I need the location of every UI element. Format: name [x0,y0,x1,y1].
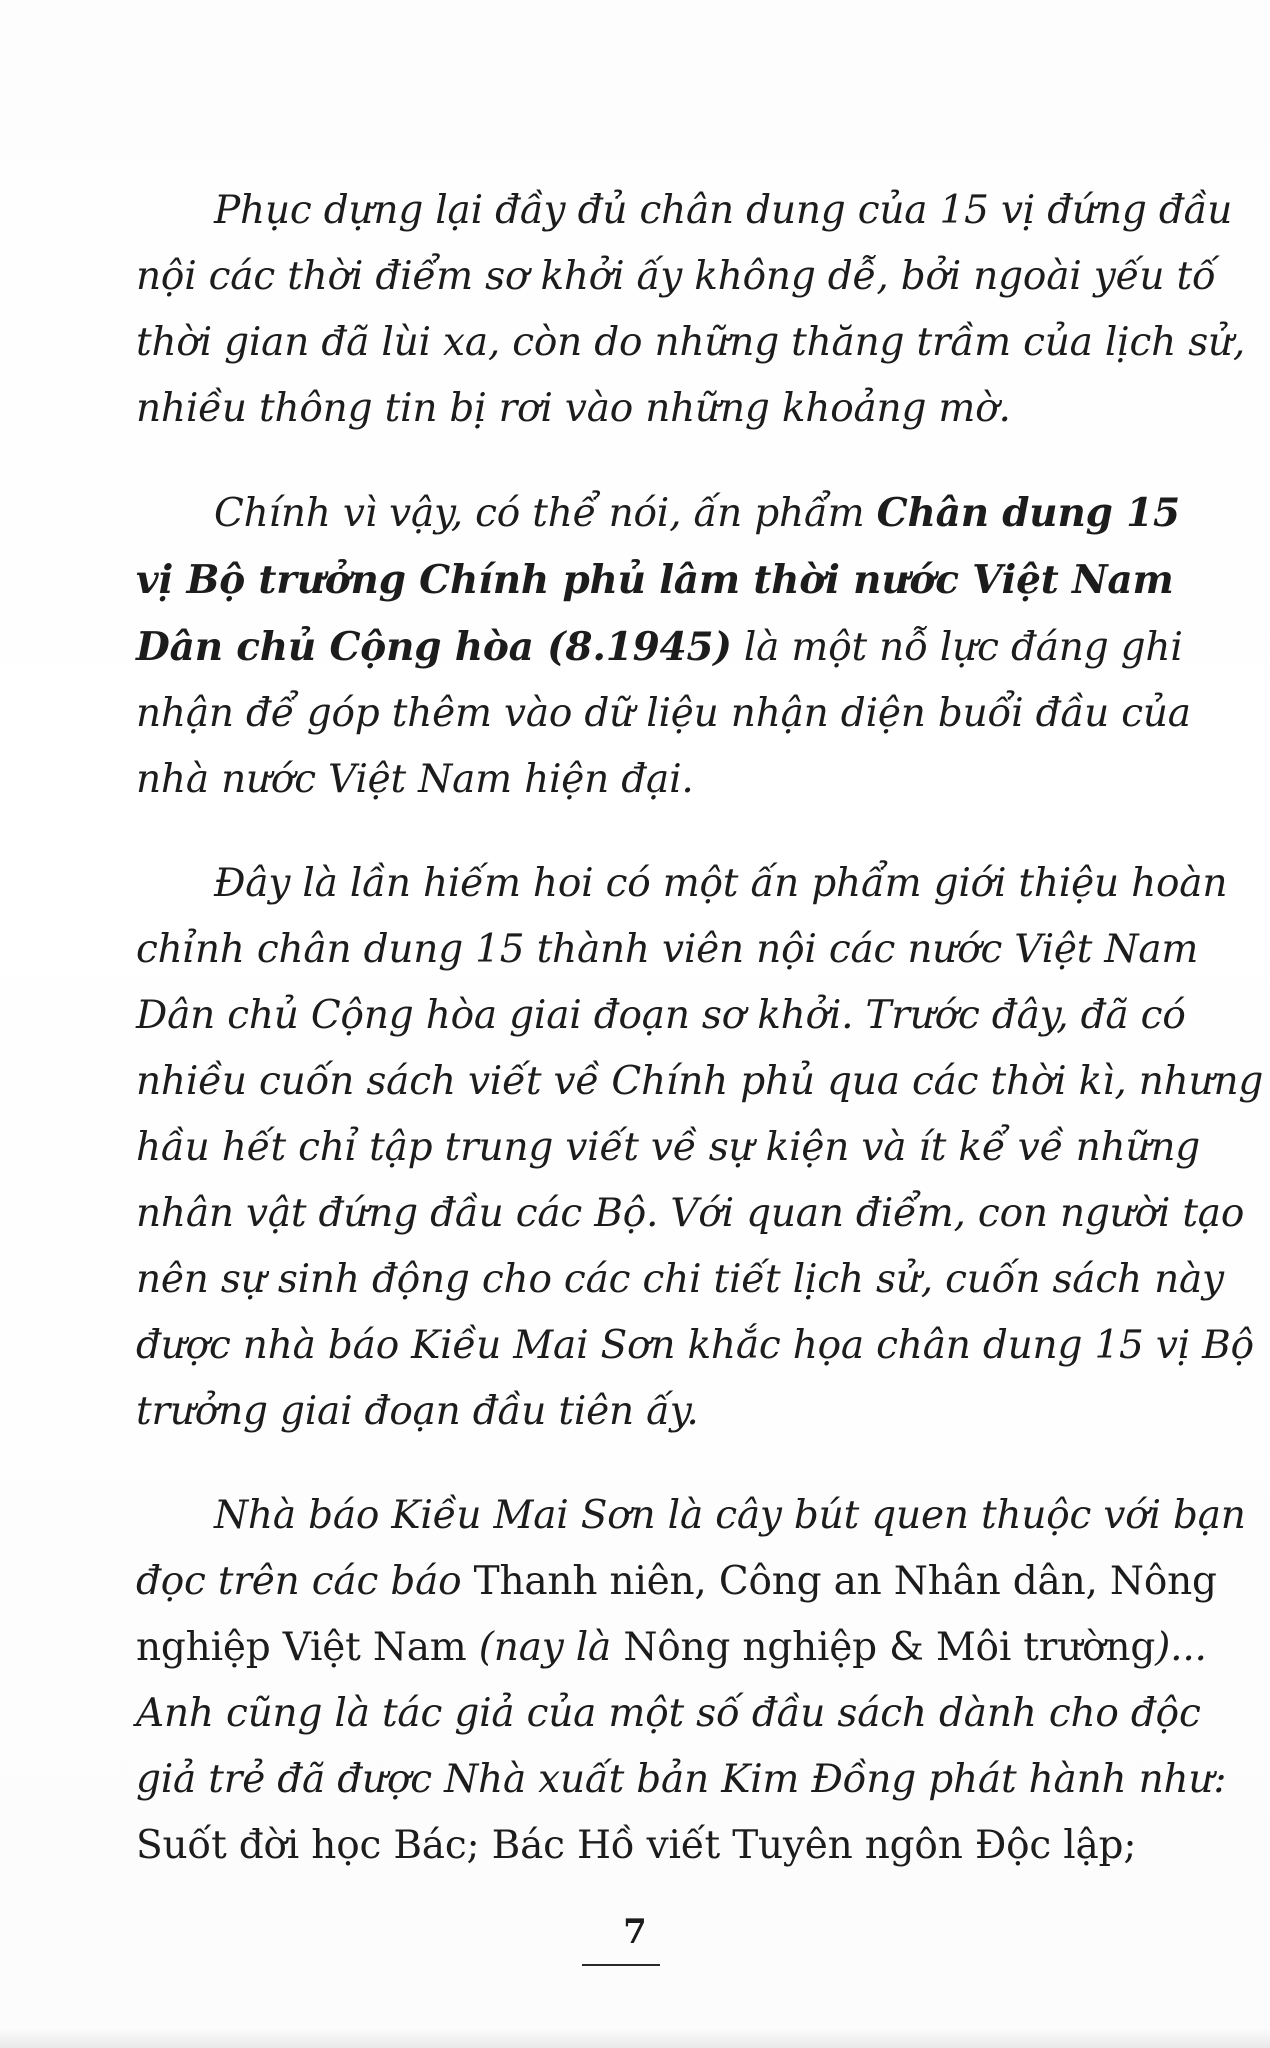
text-line [136,244,1216,310]
text-segment: Chính vì vậy, có thể nói, ấn phẩm [214,491,877,536]
text-segment: nhà nước Việt Nam hiện đại. [136,757,694,802]
text-line [136,681,1191,747]
page-edge-shadow [0,2028,1270,2048]
text-segment: hầu hết chỉ tập trung viết về sự kiện và ít kể về những [136,1125,1201,1170]
text-segment: nhân vật đứng đầu các Bộ. Với quan điểm, con người tạo [136,1191,1245,1236]
page-number: 7 [623,1912,647,1952]
text-segment: Suốt đời học Bác; Bác Hồ viết Tuyên ngôn Độc lập; [136,1823,1137,1868]
text-segment: )... [1155,1625,1207,1670]
text-segment: Nông nghiệp & Môi trường [623,1625,1156,1670]
text-segment: Nhà báo Kiều Mai Sơn là cây bút quen thuộc với bạn [214,1493,1246,1538]
text-line [136,1181,1245,1247]
text-segment: Thanh niên, Công an Nhân dân, Nông [473,1559,1217,1604]
text-segment: Phục dựng lại đầy đủ chân dung của 15 vị đứng đầu [214,188,1233,233]
text-segment: thời gian đã lùi xa, còn do những thăng trầm của lịch sử, [136,320,1246,365]
text-segment: chỉnh chân dung 15 thành viên nội các nước Việt Nam [136,927,1199,972]
text-segment: nghiệp Việt Nam [136,1625,467,1670]
text-line [136,480,1180,547]
text-segment: nhận để góp thêm vào dữ liệu nhận diện buổi đầu của [136,691,1191,736]
text-line [136,1813,1146,1879]
text-line [136,1747,1227,1813]
body-text [136,178,1264,1917]
text-segment: Dân chủ Cộng hòa giai đoạn sơ khởi. Trước đây, đã có [136,993,1186,1038]
text-segment: trưởng giai đoạn đầu tiên ấy. [136,1389,699,1434]
text-segment: (nay là [466,1625,624,1670]
text-segment: nên sự sinh động cho các chi tiết lịch sử, cuốn sách này [136,1257,1224,1302]
text-segment: nhiều thông tin bị rơi vào những khoảng mờ. [136,386,1011,431]
text-line [136,917,1199,983]
text-line [136,547,1174,614]
text-segment: vị Bộ trưởng Chính phủ lâm thời nước Việt Nam [136,557,1174,603]
text-line [136,747,1146,813]
text-segment: Chân dung 15 [876,490,1180,536]
text-line [136,851,1228,917]
text-line [136,1247,1224,1313]
text-line [136,1313,1254,1379]
text-segment: Đây là lần hiếm hoi có một ấn phẩm giới thiệu hoàn [214,861,1228,906]
paragraph [136,851,1264,1445]
paragraph [136,480,1191,813]
text-line [136,1681,1201,1747]
paragraph [136,1483,1246,1879]
text-line [136,178,1233,244]
text-line [136,376,1146,442]
text-line [136,1549,1217,1615]
text-segment: đọc trên các báo [136,1559,474,1604]
text-line [136,1049,1264,1115]
text-segment: nhiều cuốn sách viết về Chính phủ qua các thời kì, nhưng [136,1059,1264,1104]
text-segment: là một nỗ lực đáng ghi [731,625,1183,670]
text-line [136,1615,1207,1681]
text-line [136,614,1183,681]
paragraph [136,178,1246,442]
text-segment: Dân chủ Cộng hòa (8.1945) [136,624,732,670]
text-line [136,1483,1246,1549]
text-line [136,1115,1201,1181]
text-segment: nội các thời điểm sơ khởi ấy không dễ, bởi ngoài yếu tố [136,254,1216,299]
page-number-rule [582,1964,660,1966]
text-segment: giả trẻ đã được Nhà xuất bản Kim Đồng phát hành như: [136,1757,1227,1802]
text-line [136,310,1246,376]
text-segment: Anh cũng là tác giả của một số đầu sách dành cho độc [136,1691,1201,1736]
text-line [136,1379,1146,1445]
text-segment: được nhà báo Kiều Mai Sơn khắc họa chân dung 15 vị Bộ [136,1323,1254,1368]
text-line [136,983,1186,1049]
